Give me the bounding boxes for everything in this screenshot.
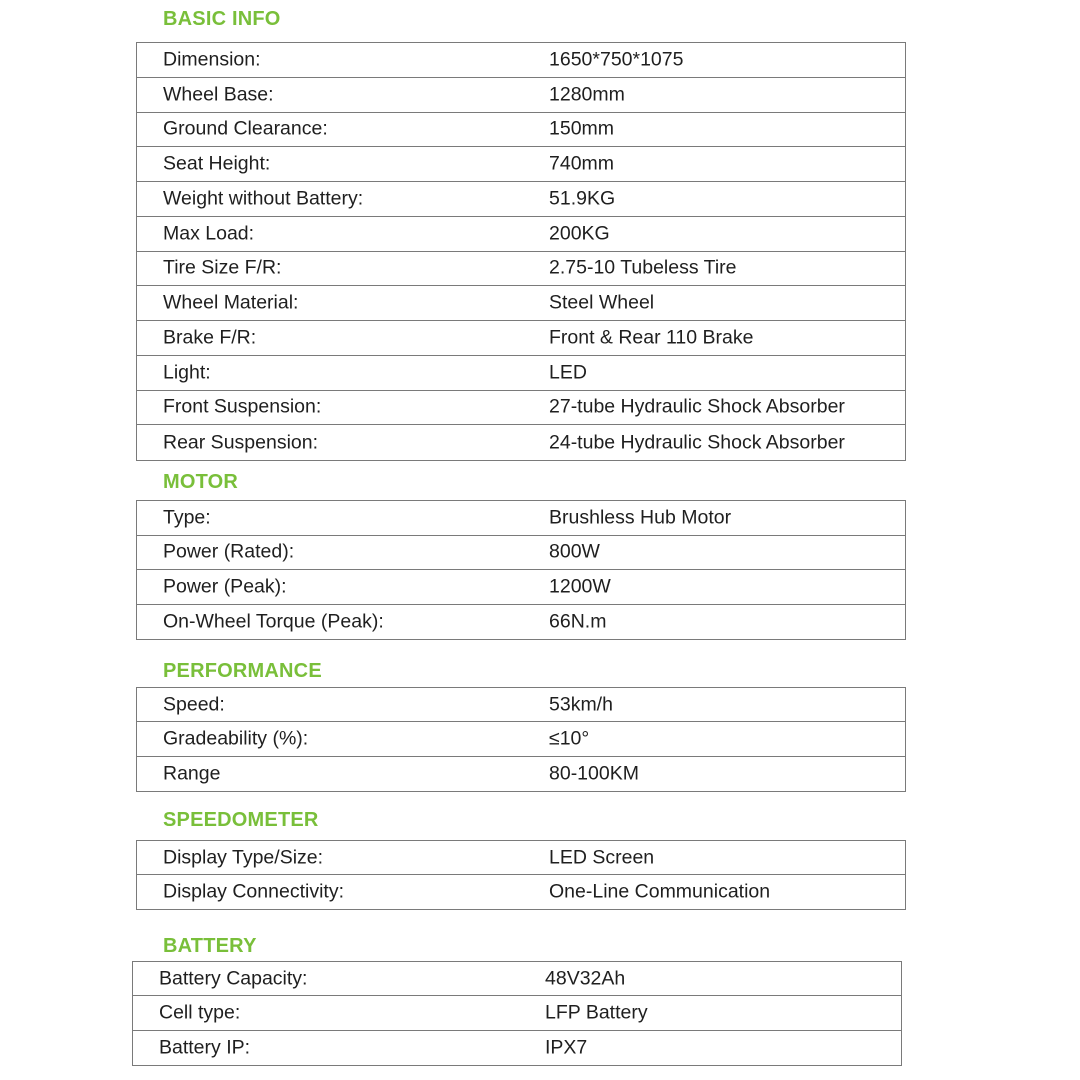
spec-label: Rear Suspension: [163, 431, 319, 454]
spec-row [137, 570, 905, 605]
spec-row [137, 605, 905, 640]
spec-row [137, 321, 905, 356]
spec-label: Tire Size F/R: [163, 256, 282, 279]
spec-label: Weight without Battery: [163, 187, 364, 210]
spec-row [137, 425, 905, 460]
spec-label: Range [163, 762, 221, 785]
spec-row [133, 962, 901, 996]
spec-value: 1280mm [549, 83, 625, 106]
spec-row [137, 113, 905, 148]
spec-row [137, 147, 905, 182]
spec-label: Display Connectivity: [163, 880, 344, 903]
spec-label: Type: [163, 506, 211, 529]
spec-table-speedometer [136, 840, 906, 910]
spec-label: Gradeability (%): [163, 727, 309, 750]
spec-row [137, 182, 905, 217]
spec-label: Brake F/R: [163, 326, 257, 349]
spec-table-basic-info [136, 42, 906, 461]
spec-label: Ground Clearance: [163, 117, 328, 140]
spec-row [137, 356, 905, 391]
spec-table-motor [136, 500, 906, 640]
spec-value: Brushless Hub Motor [549, 506, 732, 529]
section-title-basic-info: BASIC INFO [163, 8, 281, 30]
spec-value: 2.75-10 Tubeless Tire [549, 256, 737, 279]
spec-value: LFP Battery [545, 1001, 648, 1024]
spec-row [137, 43, 905, 78]
spec-row [137, 688, 905, 722]
spec-row [137, 841, 905, 875]
spec-value: 51.9KG [549, 187, 616, 210]
spec-row [137, 875, 905, 909]
spec-value: 200KG [549, 222, 610, 245]
spec-value: Steel Wheel [549, 291, 655, 314]
spec-label: Light: [163, 361, 211, 384]
spec-value: 53km/h [549, 693, 613, 716]
section-title-battery: BATTERY [163, 935, 257, 957]
spec-value: 1200W [549, 575, 611, 598]
spec-label: Wheel Base: [163, 83, 274, 106]
spec-row [137, 78, 905, 113]
spec-label: Seat Height: [163, 152, 271, 175]
spec-label: Battery IP: [159, 1036, 251, 1059]
spec-label: Display Type/Size: [163, 846, 324, 868]
spec-row [137, 391, 905, 426]
spec-label: Power (Peak): [163, 575, 287, 598]
spec-table-battery [132, 961, 902, 1066]
spec-value: 800W [549, 540, 600, 563]
spec-row [133, 1031, 901, 1065]
spec-value: LED Screen [549, 846, 655, 868]
spec-row [137, 217, 905, 252]
spec-value: 80-100KM [549, 762, 639, 785]
spec-label: Battery Capacity: [159, 967, 308, 990]
spec-label: Max Load: [163, 222, 255, 245]
section-title-performance: PERFORMANCE [163, 660, 322, 682]
spec-value: 24-tube Hydraulic Shock Absorber [549, 431, 845, 454]
spec-value: LED [549, 361, 587, 384]
spec-value: 1650*750*1075 [549, 48, 684, 71]
section-title-motor: MOTOR [163, 471, 239, 493]
section-title-speedometer: SPEEDOMETER [163, 809, 319, 831]
spec-value: ≤10° [549, 727, 590, 750]
spec-table-performance [136, 687, 906, 792]
spec-row [137, 757, 905, 791]
spec-value: 150mm [549, 117, 615, 140]
spec-value: Front & Rear 110 Brake [549, 326, 754, 349]
spec-row [137, 536, 905, 571]
spec-row [137, 286, 905, 321]
spec-value: 66N.m [549, 610, 607, 633]
spec-value: One-Line Communication [549, 880, 771, 903]
spec-label: On-Wheel Torque (Peak): [163, 610, 384, 633]
spec-row [137, 722, 905, 756]
spec-row [137, 252, 905, 287]
spec-label: Dimension: [163, 48, 261, 71]
spec-value: 740mm [549, 152, 615, 175]
spec-label: Cell type: [159, 1001, 241, 1024]
spec-label: Power (Rated): [163, 540, 295, 563]
spec-value: 27-tube Hydraulic Shock Absorber [549, 395, 845, 418]
spec-label: Speed: [163, 693, 225, 716]
spec-row [137, 501, 905, 536]
spec-row [133, 996, 901, 1030]
spec-value: 48V32Ah [545, 967, 626, 990]
spec-label: Wheel Material: [163, 291, 299, 314]
spec-value: IPX7 [545, 1036, 588, 1059]
spec-label: Front Suspension: [163, 395, 322, 418]
